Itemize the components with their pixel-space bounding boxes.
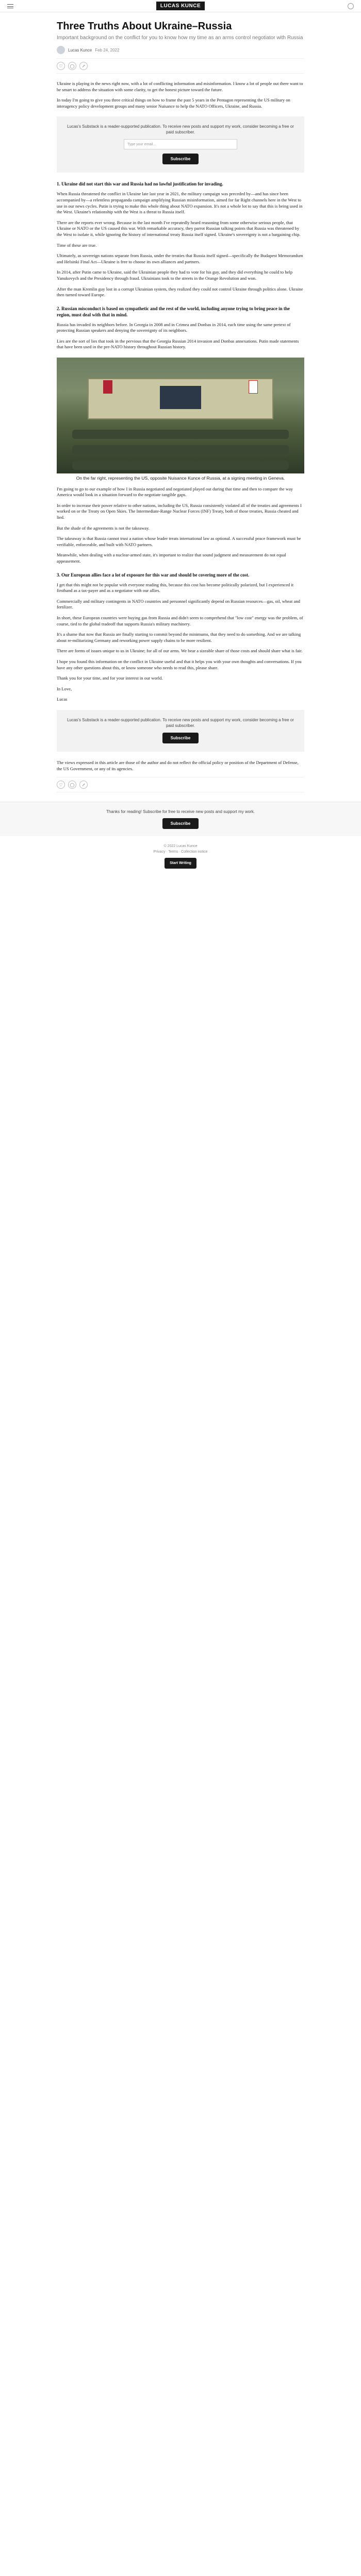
page-subtitle: Important background on the conflict for you to know how my time as an arms control negotiator with Russia bbox=[57, 35, 303, 41]
section-heading: 2. Russian misconduct is based on sympathetic and the rest of the world, including anyone trying to bring peace in the region, must deal with that in mind. bbox=[57, 306, 290, 317]
start-writing-button[interactable]: Start Writing bbox=[165, 858, 196, 869]
photo-table-row bbox=[72, 430, 289, 439]
article-body bbox=[57, 81, 304, 792]
post-date: Feb 24, 2022 bbox=[95, 47, 120, 53]
article-figure bbox=[57, 358, 304, 473]
photo-screen bbox=[160, 386, 201, 409]
paragraph: After the man Kremlin guy lost in a corrupt Ukrainian system, they realized they could not control Ukraine through politics alone. Ukraine then turned toward Europe. bbox=[57, 286, 303, 298]
footer-subscribe bbox=[0, 802, 361, 836]
article-container bbox=[57, 20, 304, 792]
paragraph: Russia has invaded its neighbors before. In Georgia in 2008 and in Crimea and Donbas in 2014, each time using the same pretext of protecting Russian speakers and denying the sovereignty of its neighbors. bbox=[57, 321, 291, 333]
footer-links[interactable]: Privacy ∙ Terms ∙ Collection notice bbox=[153, 850, 208, 854]
paragraph: Ukraine is playing in the news right now, with a lot of conflicting information and misinformation. I know a lot of people out there want to be smart to address the situation with some clarity, to get the honest picture toward the future. bbox=[57, 81, 303, 92]
publication-logo[interactable]: LUCAS KUNCE bbox=[156, 2, 205, 10]
comment-icon[interactable]: ◯ bbox=[68, 781, 76, 789]
figure-caption: On the far right, representing the US, opposite Nuisance Kunce of Russia, at a signing meeting in Geneva. bbox=[76, 476, 285, 481]
comment-icon[interactable]: ◯ bbox=[68, 62, 76, 70]
author-name[interactable]: Lucas Kunce bbox=[68, 47, 92, 53]
photo-flag bbox=[249, 380, 258, 394]
paragraph: Thank you for your time, and for your interest in our world. bbox=[57, 675, 163, 681]
paragraph: Time of these are true. bbox=[57, 242, 97, 248]
avatar[interactable] bbox=[57, 46, 65, 54]
subscribe-text: Lucas's Substack is a reader-supported publication. To receive new posts and support my work, consider becoming a free or paid subscriber. bbox=[67, 717, 294, 728]
share-icon[interactable]: ↗ bbox=[79, 62, 88, 70]
byline bbox=[57, 46, 304, 54]
paragraph: But the shade of the agreements is not the takeaway. bbox=[57, 525, 150, 531]
photo-table-row bbox=[72, 461, 289, 470]
negotiation-photo[interactable] bbox=[57, 358, 304, 473]
footer-subscribe-button[interactable]: Subscribe bbox=[162, 818, 199, 829]
like-icon[interactable]: ♡ bbox=[57, 62, 65, 70]
post-actions-bottom bbox=[57, 777, 304, 792]
paragraph: The takeaway is that Russia cannot trust a nation whose leader treats international law as optional. A successful peace framework must be verifiable, enforceable, and built with NATO partners. bbox=[57, 536, 301, 547]
paragraph: I hope you found this information on the conflict in Ukraine useful and that it helps you with your own thoughts and conversations. If you have any other questions about this, or know someone who needs to read this, please share. bbox=[57, 658, 302, 670]
copyright: © 2022 Lucas Kunce bbox=[163, 844, 198, 849]
menu-icon[interactable] bbox=[7, 4, 13, 8]
paragraph: Lies are the sort of lies that took in the pervious that the Georgia Russian 2014 invasion and Donbas annexations. Putin made statements that have been used in the pre-NATO history throughout Russian history. bbox=[57, 338, 299, 350]
signature: Lucas bbox=[57, 697, 68, 702]
paragraph: In Love, bbox=[57, 686, 72, 691]
share-icon[interactable]: ↗ bbox=[79, 781, 88, 789]
footer-subscribe-text: Thanks for reading! Subscribe for free to receive new posts and support my work. bbox=[106, 809, 255, 815]
photo-table-row bbox=[72, 445, 289, 454]
paragraph: Commercially and military contingents in NATO countries and personnel significantly depend on Russian resources—gas, oil, wheat and fertilizer. bbox=[57, 598, 300, 610]
like-icon[interactable]: ♡ bbox=[57, 781, 65, 789]
paragraph: It's a shame that now that Russia are finally starting to commit beyond the minimums, that they need to do something. And we are talking about re-militarizing Germany and reworking power supply chains to be more resilient. bbox=[57, 632, 301, 643]
top-nav bbox=[0, 0, 361, 12]
paragraph: In today I'm going to give you three critical things on how to frame the past 5 years in the Pentagon representing the US military on interagency policy development groups and many senior Nuisance to help the NATO Officers, Ukraine, and Russia. bbox=[57, 97, 290, 109]
subscribe-button[interactable]: Subscribe bbox=[162, 733, 199, 743]
paragraph: When Russia threatened the conflict in Ukraine late last year in 2021, the military campaign was preceded by—and has since been accompanied by—a relentless propaganda campaign amplifying Russian misinformation, aimed for far Right channels here in the West to use in our news cycles. Putin is trying to make this whole thing about NATO expansion. It's not a whole lot to say that this is being used in the West. Ukraine's relationship with the West is a threat to Russia itself. bbox=[57, 191, 303, 215]
section-heading: 3. Our European allies face a lot of exposure for this war and should be covering more of the cost. bbox=[57, 572, 250, 578]
paragraph: I'm going to go to our example of how I in Russia negotiated and negotiated played out during that time and then to compare the way America would look in a situation forward to the negotiate tangible gaps. bbox=[57, 486, 293, 498]
post-actions bbox=[57, 58, 304, 74]
paragraph: There are forms of issues unique to us in Ukraine; for all of our arms. We bear a sizeable share of those costs and should share what is fair. bbox=[57, 648, 303, 654]
email-input[interactable]: Type your email... bbox=[124, 139, 237, 149]
subscribe-button[interactable]: Subscribe bbox=[162, 154, 199, 164]
paragraph: Ultimately, as sovereign nations separate from Russia, under the treaties that Russia itself signed—specifically the Budapest Memorandum and Helsinki Final Act—Ukraine is free to choose its own alliances and partners. bbox=[57, 253, 303, 264]
paragraph: In 2014, after Putin came to Ukraine, said the Ukrainian people they had to vote for his guy, and they did everything he could to help Yanukovych and the Presidency through fraud. Ukrainians took to the streets in the Orange Revolution and won. bbox=[57, 269, 293, 281]
page-title: Three Truths About Ukraine–Russia bbox=[57, 21, 232, 32]
subscribe-widget bbox=[57, 116, 304, 173]
photo-flag bbox=[103, 380, 112, 394]
paragraph: In order to increase their power relative to other nations, including the US, Russia consistently violated all of the treaties and agreements I worked on or the Treaty on Open Skies. The Intermediate-Range Nuclear Forces (INF) Treaty, both of those treaties, Russia cheated and lied. bbox=[57, 502, 302, 520]
footnote: The views expressed in this article are those of the author and do not reflect the official policy or position of the Department of Defense, the US Government, or any of its agencies. bbox=[57, 759, 299, 771]
paragraph: In short, these European countries were buying gas from Russia and didn't seem to comprehend that "low cost" energy was the problem, of course, tied to the global tradeoff that supports Russia's military machinery. bbox=[57, 615, 303, 626]
subscribe-widget-bottom bbox=[57, 710, 304, 752]
paragraph: I get that this might not be popular with everyone reading this, because this cost has become politically polarized, but I experienced it firsthand as a tax-payer and as a negotiator with our allies. bbox=[57, 582, 294, 594]
account-icon[interactable] bbox=[348, 3, 354, 9]
section-heading: 1. Ukraine did not start this war and Russia had no lawful justification for invading. bbox=[57, 181, 223, 187]
subscribe-text: Lucas's Substack is a reader-supported publication. To receive new posts and support my work, consider becoming a free or paid subscriber. bbox=[67, 124, 294, 135]
paragraph: Meanwhile, when dealing with a nuclear-armed state, it's important to realize that sound judgment and measurement do not equal appeasement. bbox=[57, 552, 286, 564]
paragraph: There are the reports ever wrong. Because in the last month I've repeatedly heard reasoning from some otherwise serious people, that Ukraine or NATO or the US caused this war. With remarkable accuracy, they parrot Russian talking points that Russia was threatened by the West to isolate it, while ignoring the history of international treaty Russia itself signed. Ukraine's sovereignty is not a bargaining chip. bbox=[57, 219, 301, 237]
site-footer bbox=[0, 836, 361, 878]
